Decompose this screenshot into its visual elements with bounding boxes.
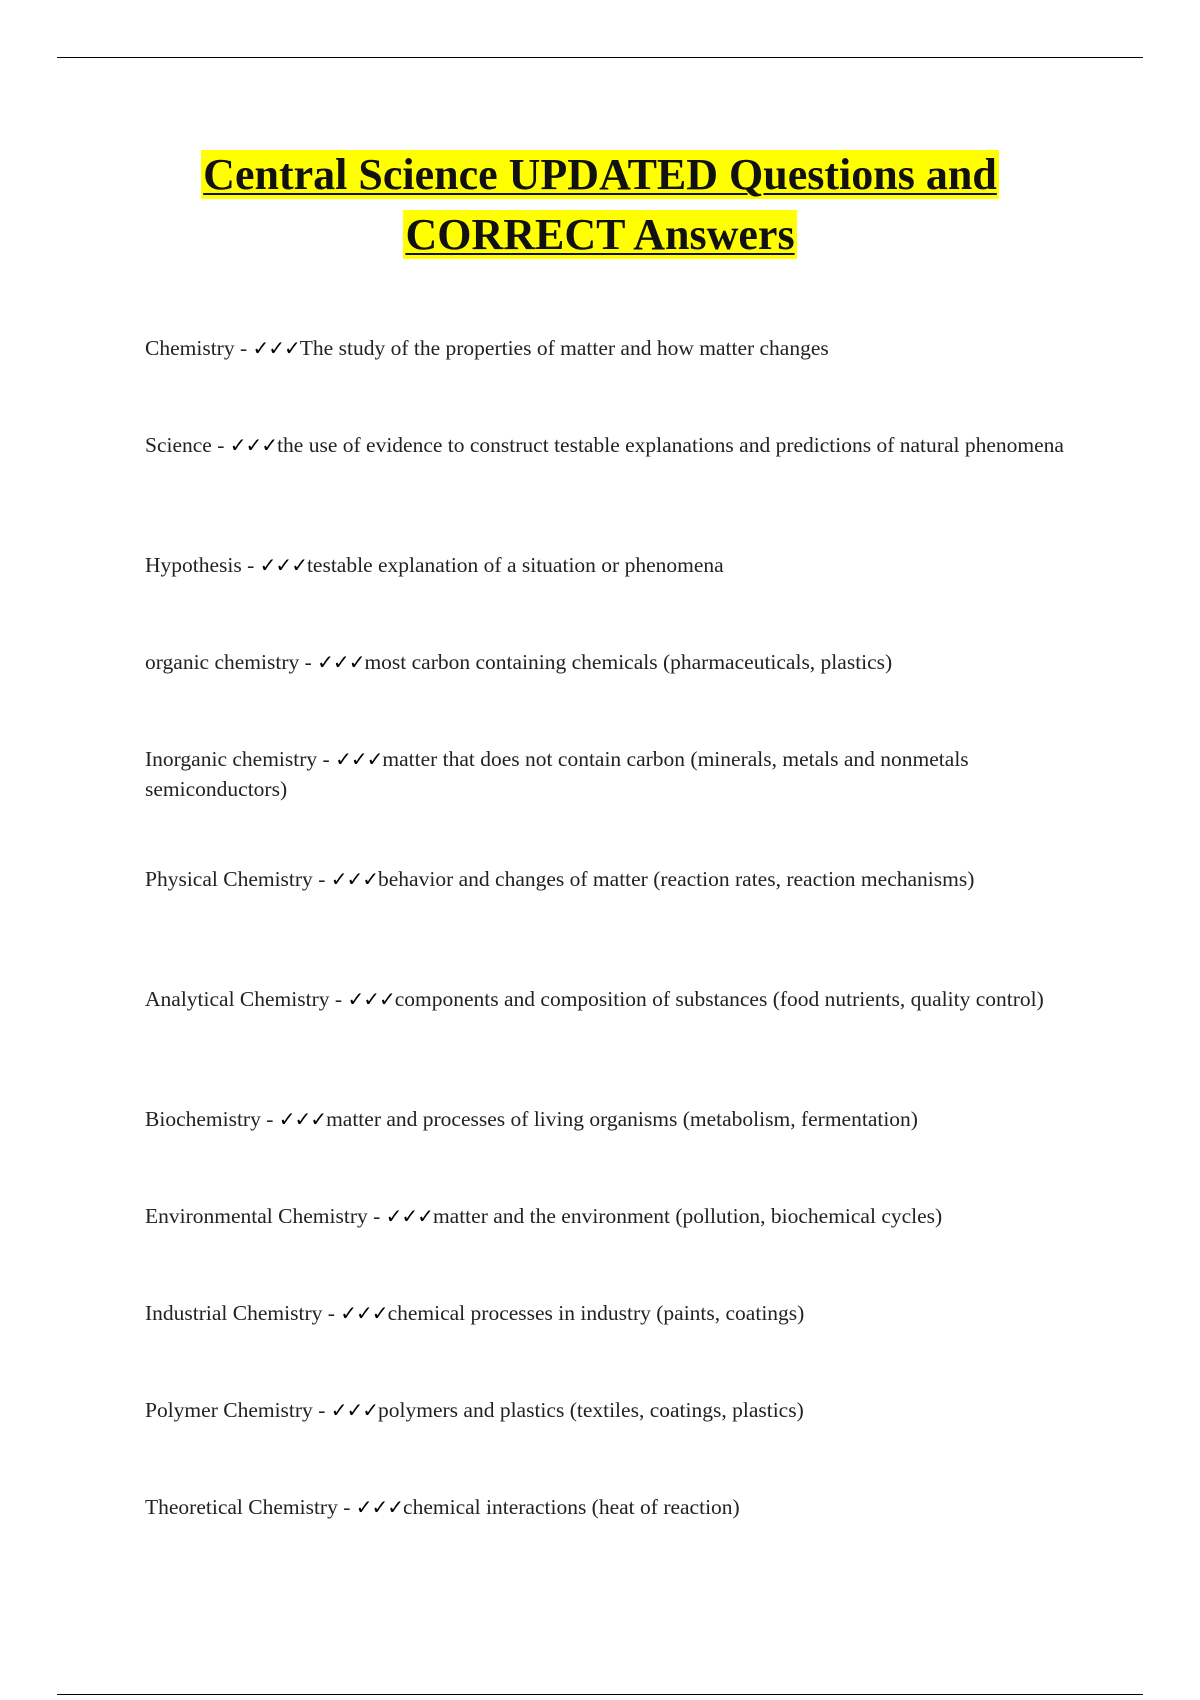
triple-check-icon: ✓✓✓	[340, 1301, 388, 1325]
top-rule	[57, 57, 1143, 58]
entry-definition: behavior and changes of matter (reaction rates, reaction mechanisms)	[378, 867, 975, 891]
qa-entry	[145, 1395, 1065, 1425]
entry-separator: -	[317, 747, 336, 771]
entry-separator: -	[299, 650, 318, 674]
qa-entry	[145, 333, 1065, 363]
entry-term: organic chemistry	[145, 650, 300, 674]
entry-term: Biochemistry	[145, 1107, 261, 1131]
entry-definition: polymers and plastics (textiles, coatings, plastics)	[378, 1398, 804, 1422]
entry-term: Chemistry	[145, 336, 235, 360]
entry-term: Theoretical Chemistry	[145, 1495, 338, 1519]
entry-definition: matter that does not contain carbon (minerals, metals and nonmetals semiconductors)	[145, 747, 969, 801]
entry-term: Environmental Chemistry	[145, 1204, 368, 1228]
qa-entry	[145, 647, 1065, 677]
triple-check-icon: ✓✓✓	[330, 1398, 379, 1422]
entry-term: Science	[145, 433, 212, 457]
entry-definition: chemical interactions (heat of reaction)	[403, 1495, 740, 1519]
triple-check-icon: ✓✓✓	[335, 747, 383, 771]
qa-entry	[145, 984, 1065, 1014]
entry-term: Physical Chemistry	[145, 867, 313, 891]
entry-term: Industrial Chemistry	[145, 1301, 323, 1325]
qa-entry	[145, 1104, 1065, 1134]
triple-check-icon: ✓✓✓	[229, 433, 278, 457]
entry-separator: -	[322, 1301, 341, 1325]
qa-entry	[145, 1298, 1065, 1328]
triple-check-icon: ✓✓✓	[317, 650, 365, 674]
title-line-2: CORRECT Answers	[405, 210, 795, 259]
entry-separator: -	[260, 1107, 279, 1131]
triple-check-icon: ✓✓✓	[347, 987, 395, 1011]
entry-definition: matter and processes of living organisms (metabolism, fermentation)	[326, 1107, 918, 1131]
entry-definition: matter and the environment (pollution, biochemical cycles)	[432, 1204, 943, 1228]
entry-definition: The study of the properties of matter and how matter changes	[299, 336, 829, 360]
entry-definition: chemical processes in industry (paints, coatings)	[387, 1301, 805, 1325]
entry-definition: most carbon containing chemicals (pharmaceuticals, plastics)	[364, 650, 893, 674]
triple-check-icon: ✓✓✓	[252, 336, 300, 360]
qa-entry	[145, 744, 1065, 804]
triple-check-icon: ✓✓✓	[330, 867, 379, 891]
entry-separator: -	[337, 1495, 356, 1519]
entry-term: Inorganic chemistry	[145, 747, 318, 771]
qa-entry	[145, 864, 1065, 894]
entry-separator: -	[312, 1398, 331, 1422]
qa-entry	[145, 550, 1065, 580]
triple-check-icon: ✓✓✓	[259, 553, 307, 577]
qa-entry	[145, 1492, 1065, 1522]
entry-separator: -	[241, 553, 260, 577]
entry-separator: -	[367, 1204, 386, 1228]
entry-term: Polymer Chemistry	[145, 1398, 313, 1422]
triple-check-icon: ✓✓✓	[385, 1204, 433, 1228]
entry-separator: -	[329, 987, 348, 1011]
qa-entry	[145, 1201, 1065, 1231]
qa-entry	[145, 430, 1065, 460]
triple-check-icon: ✓✓✓	[278, 1107, 327, 1131]
entry-separator: -	[312, 867, 331, 891]
title-line-1: Central Science UPDATED Questions and	[203, 150, 997, 199]
entry-definition: the use of evidence to construct testable explanations and predictions of natural phenomena	[277, 433, 1064, 457]
entry-separator: -	[211, 433, 230, 457]
document-title	[0, 145, 1200, 265]
entry-definition: testable explanation of a situation or phenomena	[306, 553, 724, 577]
entry-term: Hypothesis	[145, 553, 242, 577]
bottom-rule	[57, 1694, 1143, 1695]
entry-separator: -	[234, 336, 253, 360]
entry-definition: components and composition of substances (food nutrients, quality control)	[394, 987, 1044, 1011]
triple-check-icon: ✓✓✓	[355, 1495, 404, 1519]
entry-term: Analytical Chemistry	[145, 987, 330, 1011]
